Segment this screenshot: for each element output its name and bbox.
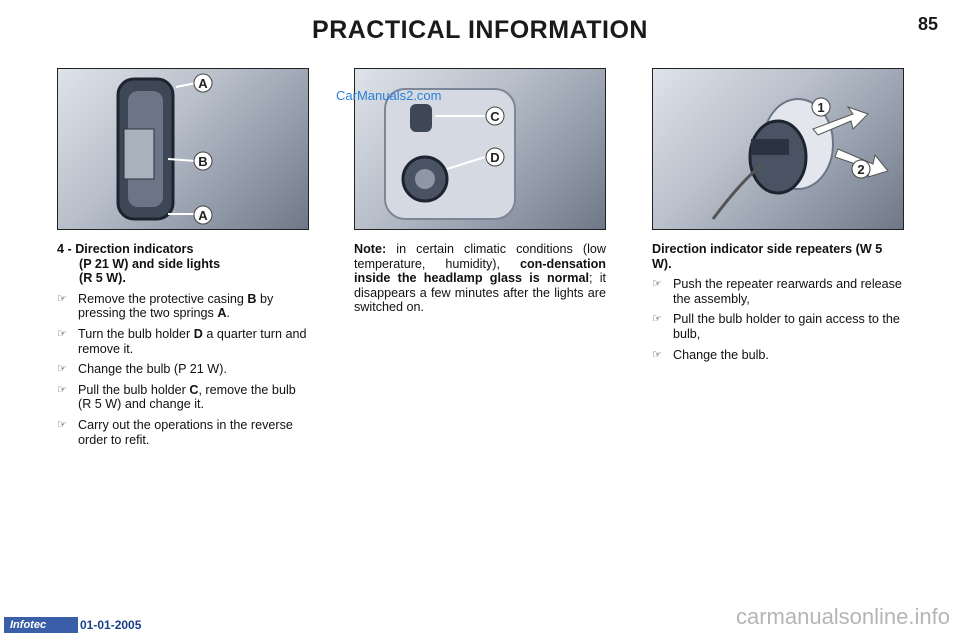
list-item: ☞ Change the bulb (P 21 W). — [57, 362, 227, 377]
list-item: ☞ Pull the bulb holder to gain access to the bulb, — [652, 312, 900, 341]
repeater-illustration — [653, 69, 903, 229]
pointing-hand-icon: ☞ — [652, 278, 662, 291]
column-note — [354, 242, 606, 315]
pointing-hand-icon: ☞ — [57, 363, 67, 376]
list-item: ☞ Remove the protective casing B by pressing the two springs A. — [57, 291, 274, 321]
infotec-logo: Infotec — [4, 617, 78, 633]
pointing-hand-icon: ☞ — [652, 313, 662, 326]
section-heading: Direction indicator side repeaters (W 5 W). — [652, 242, 883, 271]
watermark-text: CarManuals2.com — [336, 88, 442, 103]
footer-date: 01-01-2005 — [80, 618, 142, 632]
pointing-hand-icon: ☞ — [652, 348, 662, 361]
heading-line-3: (R 5 W). — [79, 271, 126, 286]
label-1: 1 — [817, 100, 825, 115]
note-label: Note: — [354, 242, 387, 256]
column-side-repeaters — [652, 242, 904, 362]
note-text-1: in certain climatic conditions (low temperature, humidity), — [354, 242, 606, 271]
label-a-bottom: A — [198, 208, 208, 223]
list-item: ☞ Push the repeater rearwards and release the assembly, — [652, 277, 902, 306]
list-item: ☞ Change the bulb. — [652, 347, 769, 362]
label-2: 2 — [857, 162, 865, 177]
figure-indicator-casing — [57, 68, 309, 230]
label-c: C — [490, 109, 500, 124]
pointing-hand-icon: ☞ — [57, 383, 67, 396]
pointing-hand-icon: ☞ — [57, 292, 67, 305]
pointing-hand-icon: ☞ — [57, 418, 67, 431]
label-a-top: A — [198, 76, 208, 91]
page-title: PRACTICAL INFORMATION — [312, 16, 648, 44]
footer-site-watermark: carmanualsonline.info — [735, 604, 950, 629]
label-b: B — [198, 154, 208, 169]
label-d: D — [490, 150, 500, 165]
column-direction-indicators — [57, 242, 309, 447]
note-bold: con-densation inside the headlamp glass is normal — [354, 256, 606, 286]
casing-illustration — [58, 69, 308, 229]
heading-line-2: (P 21 W) and side lights — [79, 256, 221, 271]
note-text-2: ; it disappears a few minutes after the lights are switched on. — [354, 271, 607, 315]
heading-line-1: 4 - Direction indicators — [57, 242, 194, 256]
page-number: 85 — [917, 14, 938, 34]
section-heading — [57, 242, 309, 286]
list-item: ☞ Turn the bulb holder D a quarter turn and remove it. — [57, 326, 307, 356]
list-item: ☞ Carry out the operations in the reverse order to refit. — [57, 417, 293, 447]
pointing-hand-icon: ☞ — [57, 327, 67, 340]
figure-side-repeater — [652, 68, 904, 230]
list-item: ☞ Pull the bulb holder C, remove the bulb (R 5 W) and change it. — [57, 382, 296, 412]
